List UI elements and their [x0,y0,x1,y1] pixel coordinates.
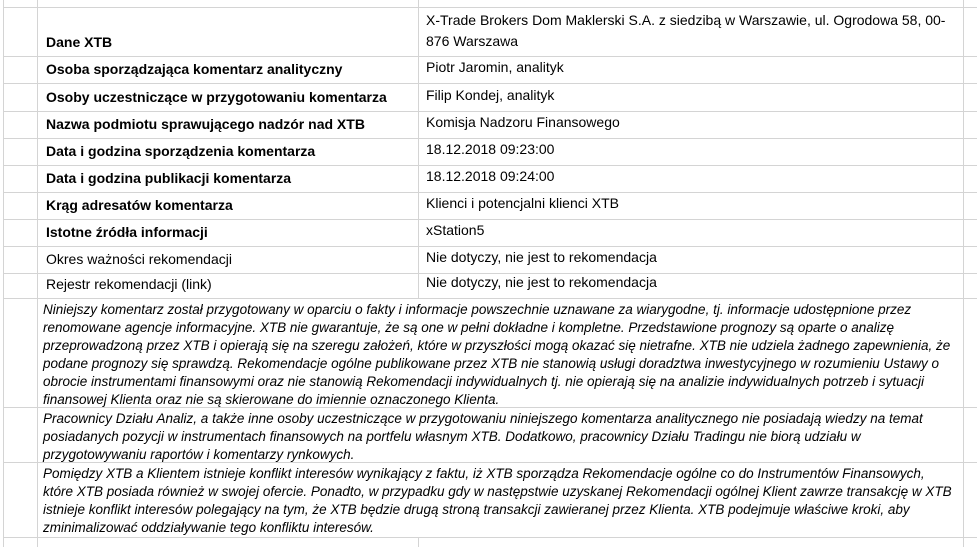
grid-cell-empty [964,408,977,462]
grid-cell-empty [964,84,977,111]
grid-cell-empty [3,8,38,56]
grid-cell-empty [3,220,38,246]
grid-cell-empty [3,0,38,7]
table-row [3,247,977,274]
grid-cell-empty [38,0,419,7]
table-row [3,139,977,166]
grid-cell-empty [3,247,38,273]
row-value: 18.12.2018 09:23:00 [419,139,964,165]
table-grid [3,0,977,547]
table-row [3,166,977,193]
grid-cell-empty [3,84,38,111]
grid-cell-empty [38,538,419,547]
grid-cell-empty [3,193,38,219]
table-row [3,8,977,57]
grid-cell-empty [419,538,964,547]
row-value: xStation5 [419,220,964,246]
row-value: Komisja Nadzoru Finansowego [419,112,964,138]
table-row [3,193,977,220]
table-row [3,112,977,139]
table-row [3,0,977,8]
grid-cell-empty [419,0,964,7]
grid-cell-empty [964,463,977,537]
grid-cell-empty [964,193,977,219]
disclaimer-paragraph: Pracownicy Działu Analiz, a także inne osoby uczestniczące w przygotowaniu niniejszego komentarza analitycznego nie posiadają wiedzy na temat posiadanych pozycji w instrumentach finansowych na portfelu własnym XTB. Dodatkowo, pracownicy Działu Tradingu nie biorą udziału w przygotowywaniu raportów i komentarzy rynkowych. [38,408,964,462]
row-label: Osoba sporządzająca komentarz analityczny [38,57,419,83]
grid-cell-empty [3,166,38,192]
grid-cell-empty [3,408,38,462]
row-label: Data i godzina sporządzenia komentarza [38,139,419,165]
grid-cell-empty [964,166,977,192]
row-value: Nie dotyczy, nie jest to rekomendacja [419,274,964,298]
row-label: Osoby uczestniczące w przygotowaniu komentarza [38,84,419,111]
disclaimer-row [3,299,977,408]
table-row [3,274,977,299]
grid-cell-empty [964,274,977,298]
grid-cell-empty [3,274,38,298]
grid-cell-empty [964,112,977,138]
grid-cell-empty [3,299,38,407]
row-label: Dane XTB [38,8,419,56]
row-value: X-Trade Brokers Dom Maklerski S.A. z siedzibą w Warszawie, ul. Ogrodowa 58, 00-876 Warszawa [419,8,964,56]
table-row [3,538,977,547]
disclaimer-row [3,408,977,463]
table-row [3,220,977,247]
grid-cell-empty [964,139,977,165]
disclaimer-paragraph: Pomiędzy XTB a Klientem istnieje konflikt interesów wynikający z faktu, iż XTB sporządza Rekomendacje ogólne co do Instrumentów Finansowych, które XTB posiada również w swojej ofercie. Ponadto, w przypadku gdy w następstwie uzyskanej Rekomendacji ogólnej Klient zawrze transakcję w XTB istnieje konflikt interesów polegający na tym, że XTB będzie drugą stroną transakcji zawieranej przez Klienta. XTB podejmuje właściwe kroki, aby zminimalizować oddziaływanie tego konfliktu interesów. [38,463,964,537]
row-value: Nie dotyczy, nie jest to rekomendacja [419,247,964,273]
grid-cell-empty [964,57,977,83]
grid-cell-empty [3,538,38,547]
row-label: Rejestr rekomendacji (link) [38,274,419,298]
grid-cell-empty [3,57,38,83]
grid-cell-empty [964,220,977,246]
disclaimer-row [3,463,977,538]
grid-cell-empty [3,463,38,537]
row-value: 18.12.2018 09:24:00 [419,166,964,192]
row-label: Nazwa podmiotu sprawującego nadzór nad XTB [38,112,419,138]
grid-cell-empty [964,0,977,7]
row-label: Okres ważności rekomendacji [38,247,419,273]
grid-cell-empty [964,538,977,547]
grid-cell-empty [964,299,977,407]
row-label: Data i godzina publikacji komentarza [38,166,419,192]
grid-cell-empty [964,8,977,56]
row-label: Krąg adresatów komentarza [38,193,419,219]
row-label: Istotne źródła informacji [38,220,419,246]
grid-cell-empty [3,112,38,138]
row-value: Filip Kondej, analityk [419,84,964,111]
row-value: Piotr Jaromin, analityk [419,57,964,83]
table-row [3,57,977,84]
disclaimer-paragraph: Niniejszy komentarz został przygotowany w oparciu o fakty i informacje powszechnie uznawane za wiarygodne, tj. informacje udostępnione przez renomowane agencje informacyjne. XTB nie gwarantuje, że są one w pełni dokładne i kompletne. Przedstawione prognozy są oparte o analizę przeprowadzoną przez XTB i opierają się na szeregu założeń, które w przyszłości mogą okazać się nietrafne. XTB nie udziela żadnego zapewnienia, że podane prognozy się sprawdzą. Rekomendacje ogólne publikowane przez XTB nie stanowią usługi doradztwa inwestycyjnego w rozumieniu Ustawy o obrocie instrumentami finansowymi oraz nie stanowią Rekomendacji indywidualnych tj. nie opierają się na analizie indywidualnych potrzeb i sytuacji finansowej Klienta oraz nie są skierowane do imiennie oznaczonego Klienta. [38,299,964,407]
grid-cell-empty [3,139,38,165]
row-value: Klienci i potencjalni klienci XTB [419,193,964,219]
grid-cell-empty [964,247,977,273]
table-row [3,84,977,112]
